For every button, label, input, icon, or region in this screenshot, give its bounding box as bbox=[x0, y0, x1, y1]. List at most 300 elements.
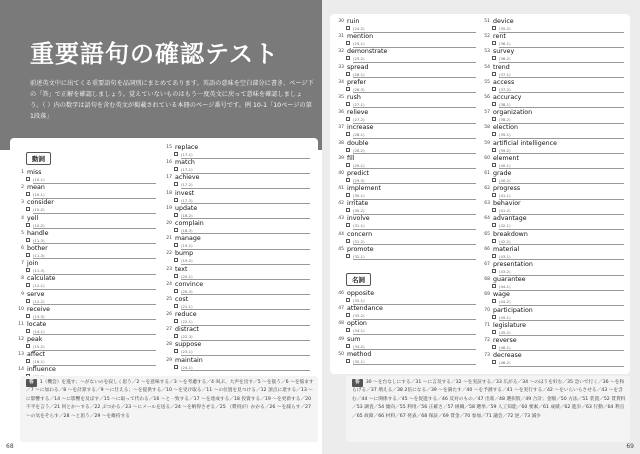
vocab-item bbox=[164, 326, 310, 341]
vocab-word: suppose bbox=[175, 341, 202, 349]
item-number: 54 bbox=[484, 64, 490, 70]
item-number: 31 bbox=[338, 34, 344, 40]
item-number: 37 bbox=[338, 125, 344, 131]
checkbox[interactable] bbox=[346, 298, 350, 302]
vocab-item bbox=[16, 306, 156, 321]
vocab-item bbox=[16, 184, 156, 199]
vocab-word: presentation bbox=[493, 261, 533, 268]
vocab-item bbox=[164, 144, 310, 159]
vocab-word: maintain bbox=[175, 356, 203, 364]
checkbox[interactable] bbox=[346, 56, 350, 60]
vocab-word: grade bbox=[493, 169, 512, 177]
checkbox[interactable] bbox=[346, 254, 350, 258]
vocab-item bbox=[164, 159, 310, 174]
item-number: 60 bbox=[484, 155, 490, 161]
vocab-word: calculate bbox=[27, 275, 56, 283]
checkbox[interactable] bbox=[492, 26, 496, 30]
page-reference: (16-1) bbox=[33, 359, 45, 365]
vocab-word: opposite bbox=[347, 290, 375, 297]
vocab-word: replace bbox=[175, 144, 199, 151]
checkbox[interactable] bbox=[174, 304, 178, 308]
item-number: 8 bbox=[21, 276, 24, 282]
vocab-item bbox=[336, 18, 476, 33]
checkbox[interactable] bbox=[346, 148, 350, 152]
answer-line[interactable] bbox=[353, 259, 476, 260]
vocab-item bbox=[482, 185, 624, 200]
checkbox[interactable] bbox=[346, 102, 350, 106]
checkbox[interactable] bbox=[492, 223, 496, 227]
page-number-right: 69 bbox=[626, 443, 634, 450]
checkbox[interactable] bbox=[492, 330, 496, 334]
vocab-item bbox=[164, 296, 310, 311]
verb-column-3 bbox=[336, 18, 476, 366]
vocab-word: mean bbox=[27, 184, 45, 192]
item-number: 71 bbox=[484, 322, 490, 328]
item-number: 73 bbox=[484, 353, 490, 359]
vocab-word: element bbox=[493, 154, 519, 162]
item-number: 15 bbox=[166, 145, 172, 150]
checkbox[interactable] bbox=[346, 344, 350, 348]
vocab-item bbox=[482, 109, 624, 124]
item-number: 52 bbox=[484, 34, 490, 40]
checkbox[interactable] bbox=[26, 223, 30, 227]
checkbox[interactable] bbox=[174, 182, 178, 186]
page-reference: (26-1) bbox=[353, 71, 365, 77]
page-reference: (17-3) bbox=[181, 197, 193, 203]
checkbox[interactable] bbox=[346, 178, 350, 182]
checkbox[interactable] bbox=[492, 178, 496, 182]
checkbox[interactable] bbox=[174, 167, 178, 171]
left-question-panel bbox=[10, 138, 318, 374]
checkbox[interactable] bbox=[492, 239, 496, 243]
vocab-item bbox=[482, 215, 624, 230]
vocab-word: material bbox=[493, 245, 520, 253]
page-reference: (42-1) bbox=[499, 223, 511, 229]
vocab-word: fill bbox=[347, 154, 355, 162]
page-reference: (33-1) bbox=[353, 298, 365, 303]
vocab-word: increase bbox=[347, 124, 374, 132]
item-number: 25 bbox=[166, 296, 172, 302]
page-reference: (15-2) bbox=[33, 344, 45, 350]
page-number-left: 68 bbox=[6, 443, 14, 450]
item-number: 41 bbox=[338, 186, 344, 192]
page-reference: (45-2) bbox=[499, 329, 511, 335]
vocab-word: influence bbox=[27, 366, 56, 374]
checkbox[interactable] bbox=[492, 72, 496, 76]
item-number: 5 bbox=[21, 230, 24, 236]
page-reference: (23-1) bbox=[181, 349, 193, 355]
checkbox[interactable] bbox=[346, 26, 350, 30]
checkbox[interactable] bbox=[174, 349, 178, 353]
vocab-item bbox=[482, 79, 624, 94]
checkbox[interactable] bbox=[346, 163, 350, 167]
vocab-item bbox=[16, 321, 156, 336]
vocab-word: method bbox=[347, 350, 372, 358]
vocab-word: bother bbox=[27, 244, 48, 252]
vocab-item bbox=[482, 18, 624, 33]
vocab-word: receive bbox=[27, 305, 51, 313]
vocab-item bbox=[336, 336, 476, 351]
item-number: 38 bbox=[338, 140, 344, 146]
page-reference: (19-1) bbox=[181, 243, 193, 249]
item-number: 58 bbox=[484, 125, 490, 131]
item-number: 28 bbox=[166, 342, 172, 348]
vocab-item bbox=[336, 155, 476, 170]
item-number: 64 bbox=[484, 216, 490, 222]
vocab-item bbox=[164, 357, 310, 372]
vocab-word: ruin bbox=[347, 18, 360, 25]
checkbox[interactable] bbox=[346, 239, 350, 243]
page-reference: (21-1) bbox=[181, 303, 193, 309]
item-number: 42 bbox=[338, 201, 344, 207]
page-reference: (10-1) bbox=[33, 192, 45, 198]
item-number: 3 bbox=[21, 200, 24, 206]
checkbox[interactable] bbox=[174, 334, 178, 338]
item-number: 9 bbox=[21, 291, 24, 297]
vocab-word: survey bbox=[493, 48, 515, 56]
vocab-word: match bbox=[175, 159, 195, 167]
vocab-word: guarantee bbox=[493, 276, 526, 284]
vocab-item bbox=[164, 190, 310, 205]
vocab-item bbox=[164, 281, 310, 296]
answer-line[interactable] bbox=[499, 366, 624, 367]
vocab-word: mention bbox=[347, 33, 374, 41]
page-reference: (12-1) bbox=[33, 283, 45, 289]
vocab-item bbox=[482, 94, 624, 109]
answer-text: 1（機会）を逃す；～がないのを寂しく思う／2 ～を意味する／3 ～を考慮する／4 叫ぶ、大声を出す／5 ～を扱う／6 ～を悩ます／7 ～に加わる／8 ～を計算する／9 ～に仕える；～を提供する／10 ～を受け取る／11 ～の位置を見つける／12 頂点に達する／13 ～に影響する／14 ～に影響を及ぼす／15 ～に取って代わる／16 ～と一致する／17 ～を達成する／18 投資する／19 ～を更新する／20 不平を言う／21 何とか～する／22 ぶつかる／23 ～にメールを送る／24 ～を納得させる／25 （費用が）かかる／26 ～を減らす／27 ～の気をそらす／28 ～と思う／29 ～を維持する bbox=[26, 380, 314, 419]
checkbox[interactable] bbox=[174, 274, 178, 278]
page-reference: (22-3) bbox=[181, 334, 193, 340]
vocab-item bbox=[336, 215, 476, 230]
item-number: 23 bbox=[166, 266, 172, 272]
checkbox[interactable] bbox=[346, 328, 350, 332]
vocab-word: yell bbox=[27, 214, 39, 222]
left-page-header bbox=[0, 0, 322, 150]
checkbox[interactable] bbox=[492, 269, 496, 273]
vocab-word: involve bbox=[347, 215, 370, 223]
checkbox[interactable] bbox=[174, 289, 178, 293]
vocab-word: election bbox=[493, 124, 519, 132]
checkbox[interactable] bbox=[174, 152, 178, 156]
item-number: 59 bbox=[484, 140, 490, 146]
item-number: 14 bbox=[18, 367, 24, 373]
checkbox[interactable] bbox=[346, 313, 350, 317]
item-number: 66 bbox=[484, 246, 490, 252]
item-number: 6 bbox=[21, 245, 24, 251]
vocab-word: achieve bbox=[175, 174, 200, 182]
checkbox[interactable] bbox=[26, 192, 30, 196]
vocab-item bbox=[482, 322, 624, 337]
vocab-word: miss bbox=[27, 169, 42, 176]
answer-text: 30 ～を台なしにする／31 ～に言及する／32 ～を実証する／33 広がる／34 ～のほうを好む／35 急いで行く／36 ～を和らげる／37 増える／38 2倍になる／39 ～を満たす／40 ～を予測する／41 ～を実行する／42 ～をいらいらさせる／43 ～を含む／44 ～に関係する／45 ～を促進する／46 反対のもの／47 出席／48 選択肢／49 合計；金額／50 方法／51 装置／52 賃貸料／53 調査／54 傾向／55 利用／56 正確さ／57 組織／58 選挙／59 人工知能／60 要素／61 成績／62 進歩／63 行動／64 利点／65 故障／66 材料／67 発表／68 保証／69 賃金／70 参加／71 議会／72 逆／73 減少 bbox=[352, 380, 626, 419]
vocab-word: rent bbox=[493, 33, 506, 41]
checkbox[interactable] bbox=[492, 360, 496, 364]
vocab-word: artificial intelligence bbox=[493, 139, 557, 147]
item-number: 43 bbox=[338, 216, 344, 222]
vocab-item bbox=[336, 351, 476, 366]
item-number: 33 bbox=[338, 64, 344, 70]
checkbox[interactable] bbox=[492, 148, 496, 152]
vocab-word: behavior bbox=[493, 200, 521, 208]
vocab-word: relieve bbox=[347, 109, 369, 117]
verb-column-2 bbox=[164, 144, 310, 372]
checkbox[interactable] bbox=[346, 359, 350, 363]
checkbox[interactable] bbox=[174, 243, 178, 247]
vocab-word: distract bbox=[175, 326, 199, 334]
vocab-word: prefer bbox=[347, 78, 367, 86]
page-reference: (28-2) bbox=[353, 147, 365, 153]
checkbox[interactable] bbox=[26, 207, 30, 211]
checkbox[interactable] bbox=[492, 56, 496, 60]
vocab-item bbox=[336, 79, 476, 94]
vocab-word: peak bbox=[27, 336, 43, 344]
checkbox[interactable] bbox=[346, 41, 350, 45]
item-number: 57 bbox=[484, 110, 490, 116]
checkbox[interactable] bbox=[26, 299, 30, 303]
vocab-item bbox=[16, 336, 156, 351]
checkbox[interactable] bbox=[26, 268, 30, 272]
checkbox[interactable] bbox=[174, 198, 178, 202]
page-reference: (10-2) bbox=[33, 207, 45, 213]
page-reference: (33-2) bbox=[353, 313, 365, 319]
page-reference: (10-2) bbox=[33, 222, 45, 228]
intro-text: 前述英文中に出てくる重要語句を品詞別にまとめてあります。英語の意味を空白部分に書き、ページ下の「答」で正解を確認しましょう。覚えていないものはもう一度英文に戻って意味を確認しましょう。（ ）内の数字は語句を含む英文が掲載されている本冊のページ番号です。例 10-1「10ページの第1段落」 bbox=[30, 80, 314, 120]
item-number: 50 bbox=[338, 351, 344, 357]
vocab-word: implement bbox=[347, 185, 381, 193]
vocab-item bbox=[16, 215, 156, 230]
item-number: 46 bbox=[338, 291, 344, 296]
item-number: 70 bbox=[484, 307, 490, 313]
vocab-item bbox=[482, 291, 624, 306]
vocab-word: device bbox=[493, 18, 514, 25]
checkbox[interactable] bbox=[26, 177, 30, 181]
vocab-item bbox=[164, 205, 310, 220]
checkbox[interactable] bbox=[346, 132, 350, 136]
vocab-item bbox=[16, 275, 156, 290]
vocab-item bbox=[164, 250, 310, 265]
vocab-word: invest bbox=[175, 189, 195, 197]
checkbox[interactable] bbox=[492, 132, 496, 136]
checkbox[interactable] bbox=[26, 238, 30, 242]
vocab-word: predict bbox=[347, 169, 369, 177]
item-number: 10 bbox=[18, 306, 24, 312]
item-number: 12 bbox=[18, 337, 24, 343]
checkbox[interactable] bbox=[492, 284, 496, 288]
item-number: 45 bbox=[338, 246, 344, 252]
page-reference: (11-3) bbox=[33, 268, 45, 274]
page-reference: (41-2) bbox=[499, 208, 511, 214]
checkbox[interactable] bbox=[346, 72, 350, 76]
item-number: 39 bbox=[338, 155, 344, 161]
vocab-word: serve bbox=[27, 290, 45, 298]
checkbox[interactable] bbox=[26, 329, 30, 333]
vocab-item bbox=[482, 124, 624, 139]
item-number: 34 bbox=[338, 79, 344, 85]
checkbox[interactable] bbox=[492, 41, 496, 45]
item-number: 40 bbox=[338, 170, 344, 176]
vocab-item bbox=[482, 246, 624, 261]
vocab-item bbox=[336, 170, 476, 185]
page-reference: (34-1) bbox=[353, 328, 365, 334]
vocab-word: advantage bbox=[493, 215, 527, 223]
checkbox[interactable] bbox=[26, 253, 30, 257]
item-number: 65 bbox=[484, 231, 490, 237]
vocab-item bbox=[336, 290, 476, 305]
item-number: 20 bbox=[166, 220, 172, 226]
vocab-item bbox=[336, 94, 476, 109]
checkbox[interactable] bbox=[346, 193, 350, 197]
page-reference: (40-1) bbox=[499, 162, 511, 168]
checkbox[interactable] bbox=[174, 319, 178, 323]
noun-column-2 bbox=[482, 18, 624, 367]
item-number: 67 bbox=[484, 262, 490, 267]
vocab-item bbox=[482, 140, 624, 155]
page-reference: (30-2) bbox=[353, 208, 365, 214]
item-number: 68 bbox=[484, 277, 490, 283]
page-reference: (31-2) bbox=[353, 238, 365, 244]
checkbox[interactable] bbox=[492, 117, 496, 121]
vocab-item bbox=[16, 169, 156, 184]
page-reference: (27-2) bbox=[353, 117, 365, 123]
page-reference: (25-2) bbox=[353, 56, 365, 62]
item-number: 16 bbox=[166, 160, 172, 166]
answer-line[interactable] bbox=[353, 364, 476, 365]
item-number: 63 bbox=[484, 201, 490, 207]
vocab-item bbox=[336, 231, 476, 246]
right-question-panel bbox=[330, 14, 630, 374]
vocab-item bbox=[336, 305, 476, 320]
vocab-word: double bbox=[347, 139, 369, 147]
page-reference: (43-1) bbox=[499, 253, 511, 259]
vocab-word: irritate bbox=[347, 200, 369, 208]
checkbox[interactable] bbox=[492, 102, 496, 106]
checkbox[interactable] bbox=[26, 344, 30, 348]
page-reference: (35-1) bbox=[353, 358, 365, 364]
item-number: 27 bbox=[166, 327, 172, 333]
checkbox[interactable] bbox=[492, 87, 496, 91]
item-number: 11 bbox=[18, 321, 24, 327]
vocab-item bbox=[482, 33, 624, 48]
answer-tag: 答 bbox=[26, 379, 37, 387]
item-number: 55 bbox=[484, 79, 490, 85]
page-reference: (13-3) bbox=[33, 313, 45, 319]
vocab-item bbox=[336, 33, 476, 48]
vocab-word: convince bbox=[175, 280, 204, 288]
page-reference: (18-2) bbox=[181, 212, 193, 218]
vocab-word: bump bbox=[175, 250, 194, 258]
page-reference: (45-1) bbox=[499, 314, 511, 320]
checkbox[interactable] bbox=[26, 359, 30, 363]
vocab-item bbox=[482, 337, 624, 352]
page-reference: (25-1) bbox=[353, 41, 365, 47]
checkbox[interactable] bbox=[492, 345, 496, 349]
checkbox[interactable] bbox=[174, 228, 178, 232]
vocab-word: promote bbox=[347, 245, 374, 253]
page-reference: (44-2) bbox=[499, 299, 511, 305]
checkbox[interactable] bbox=[174, 258, 178, 262]
item-number: 49 bbox=[338, 336, 344, 342]
checkbox[interactable] bbox=[492, 163, 496, 167]
item-number: 2 bbox=[21, 185, 24, 191]
checkbox[interactable] bbox=[346, 223, 350, 227]
vocab-item bbox=[482, 307, 624, 322]
page-reference: (17-2) bbox=[181, 182, 193, 188]
checkbox[interactable] bbox=[492, 208, 496, 212]
checkbox[interactable] bbox=[174, 213, 178, 217]
page-reference: (42-2) bbox=[499, 238, 511, 244]
vocab-item bbox=[336, 200, 476, 215]
vocab-item bbox=[164, 220, 310, 235]
item-number: 72 bbox=[484, 337, 490, 343]
vocab-word: wage bbox=[493, 291, 510, 299]
page-reference: (34-2) bbox=[353, 343, 365, 349]
page-reference: (10-1) bbox=[33, 177, 45, 182]
vocab-word: locate bbox=[27, 320, 47, 328]
vocab-word: handle bbox=[27, 229, 49, 237]
page-reference: (35-2) bbox=[499, 26, 511, 31]
vocab-item bbox=[482, 352, 624, 367]
page-reference: (39-2) bbox=[499, 147, 511, 153]
item-number: 56 bbox=[484, 94, 490, 100]
answer-box-right bbox=[346, 376, 630, 442]
checkbox[interactable] bbox=[26, 314, 30, 318]
vocab-item bbox=[336, 140, 476, 155]
checkbox[interactable] bbox=[346, 117, 350, 121]
page-title: 重要語句の確認テスト bbox=[30, 40, 280, 68]
checkbox[interactable] bbox=[492, 299, 496, 303]
page-reference: (24-2) bbox=[353, 26, 365, 31]
page-reference: (38-1) bbox=[499, 101, 511, 107]
item-number: 35 bbox=[338, 94, 344, 100]
page-reference: (46-1) bbox=[499, 344, 511, 350]
vocab-word: affect bbox=[27, 351, 46, 359]
vocab-word: participation bbox=[493, 306, 533, 314]
vocab-item bbox=[482, 155, 624, 170]
vocab-item bbox=[336, 124, 476, 139]
item-number: 7 bbox=[21, 261, 24, 267]
item-number: 53 bbox=[484, 49, 490, 55]
vocab-item bbox=[482, 276, 624, 291]
checkbox[interactable] bbox=[492, 315, 496, 319]
vocab-item bbox=[16, 230, 156, 245]
vocab-item bbox=[336, 246, 476, 261]
checkbox[interactable] bbox=[346, 87, 350, 91]
checkbox[interactable] bbox=[492, 254, 496, 258]
item-number: 22 bbox=[166, 251, 172, 257]
page-reference: (36-1) bbox=[499, 41, 511, 47]
item-number: 1 bbox=[21, 170, 24, 175]
vocab-item bbox=[482, 170, 624, 185]
page-reference: (41-1) bbox=[499, 193, 511, 199]
page-reference: (26-3) bbox=[353, 86, 365, 92]
vocab-word: concern bbox=[347, 230, 373, 238]
page-reference: (17-1) bbox=[181, 167, 193, 173]
checkbox[interactable] bbox=[346, 208, 350, 212]
vocab-item bbox=[482, 64, 624, 79]
item-number: 61 bbox=[484, 170, 490, 176]
vocab-item bbox=[16, 291, 156, 306]
answer-line[interactable] bbox=[181, 370, 310, 371]
page-reference: (39-1) bbox=[499, 132, 511, 138]
vocab-word: text bbox=[175, 265, 188, 273]
vocab-item bbox=[164, 311, 310, 326]
checkbox[interactable] bbox=[174, 365, 178, 369]
page-reference: (11-3) bbox=[33, 252, 45, 258]
checkbox[interactable] bbox=[492, 193, 496, 197]
page-reference: (20-3) bbox=[181, 288, 193, 294]
checkbox[interactable] bbox=[26, 283, 30, 287]
vocab-word: reduce bbox=[175, 311, 197, 319]
